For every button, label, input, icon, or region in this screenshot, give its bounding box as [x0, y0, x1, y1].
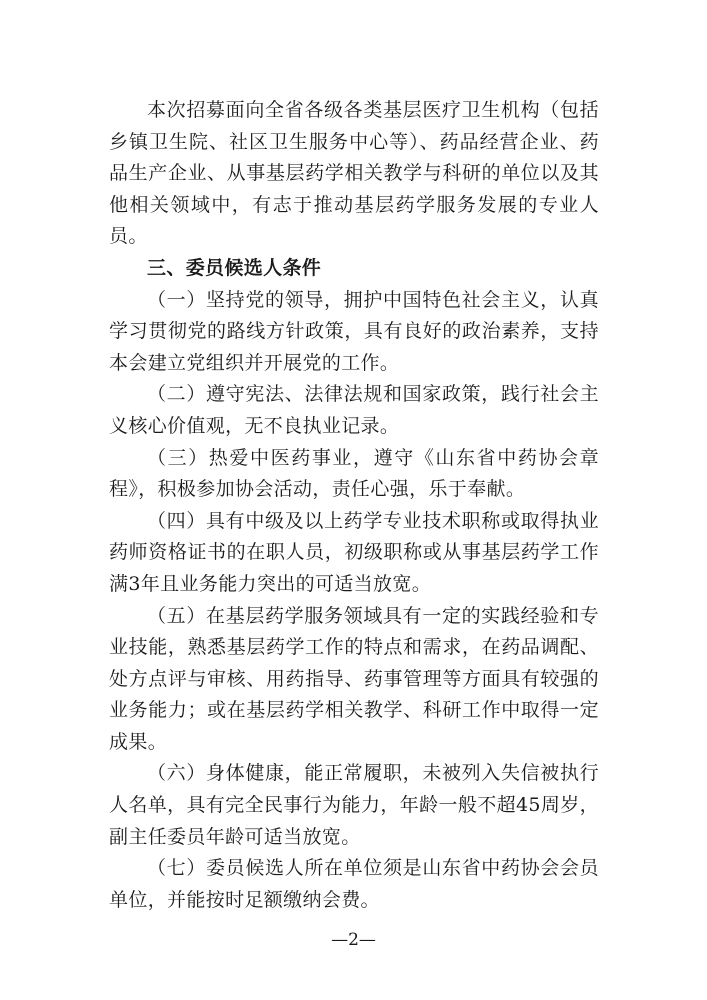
condition-7-member-unit: （七）委员候选人所在单位须是山东省中药协会会员单位，并能按时足额缴纳会费。 — [109, 857, 599, 911]
condition-1-party-leadership: （一）坚持党的领导，拥护中国特色社会主义，认真学习贯彻党的路线方针政策，具有良好的政治素养，支持本会建立党组织并开展党的工作。 — [109, 288, 599, 374]
condition-5-practical-experience: （五）在基层药学服务领域具有一定的实践经验和专业技能，熟悉基层药学工作的特点和需求，在药品调配、处方点评与审核、用药指导、药事管理等方面具有较强的业务能力；或在基层药学相关教学、科研工作中取得一定成果。 — [109, 604, 599, 753]
page-number: —2— — [331, 930, 376, 950]
section-heading-candidate-conditions: 三、委员候选人条件 — [147, 256, 322, 279]
condition-3-tcm-dedication: （三）热爱中医药事业，遵守《山东省中药协会章程》，积极参加协会活动，责任心强，乐于奉献。 — [109, 446, 599, 501]
document-body — [109, 95, 599, 916]
condition-4-professional-title: （四）具有中级及以上药学专业技术职称或取得执业药师资格证书的在职人员，初级职称或从事基层药学工作满3年且业务能力突出的可适当放宽。 — [109, 509, 599, 595]
condition-2-law-compliance: （二）遵守宪法、法律法规和国家政策，践行社会主义核心价值观，无不良执业记录。 — [109, 383, 599, 437]
condition-6-health-age: （六）身体健康，能正常履职，未被列入失信被执行人名单，具有完全民事行为能力，年龄一般不超45周岁，副主任委员年龄可适当放宽。 — [109, 762, 599, 848]
paragraph-recruitment-scope: 本次招募面向全省各级各类基层医疗卫生机构（包括乡镇卫生院、社区卫生服务中心等）、药品经营企业、药品生产企业、从事基层药学相关教学与科研的单位以及其他相关领域中，有志于推动基层药学服务发展的专业人员。 — [109, 99, 599, 248]
